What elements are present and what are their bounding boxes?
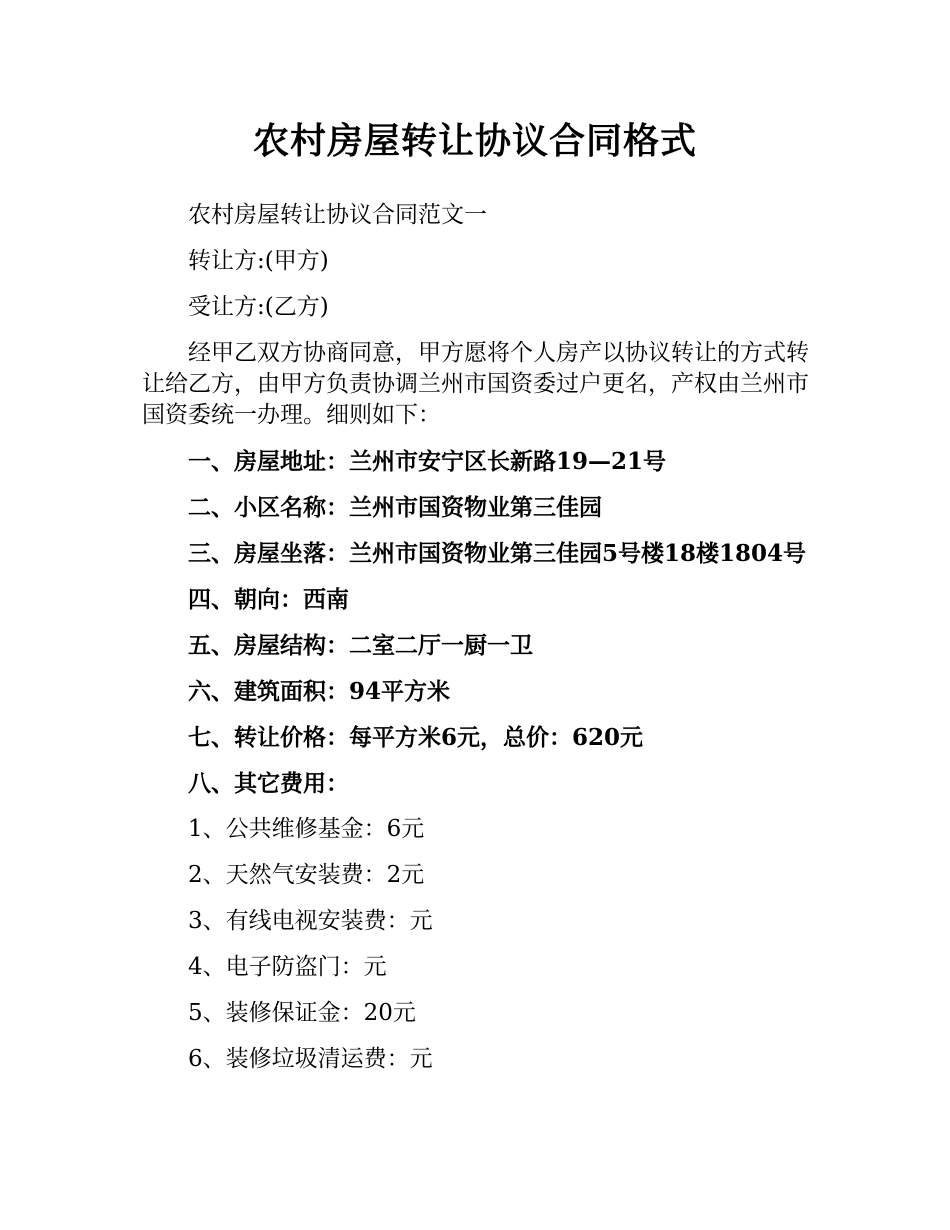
clause-house-address: 一、房屋地址：兰州市安宁区长新路19—21号 [188, 448, 667, 475]
clause-house-structure: 五、房屋结构：二室二厅一厨一卫 [188, 632, 533, 659]
clause-floor-area: 六、建筑面积：94平方米 [188, 678, 451, 705]
paragraph-transferor: 转让方:(甲方) [188, 248, 329, 274]
fee-item-waste-removal: 6、装修垃圾清运费：元 [188, 1046, 433, 1072]
paragraph-agreement-intro: 经甲乙双方协商同意，甲方愿将个人房产以协议转让的方式转让给乙方，由甲方负责协调兰州市国资委过户更名，产权由兰州市国资委统一办理。细则如下： [142, 340, 809, 428]
document-body [142, 200, 812, 1090]
paragraph-contract-sample-heading: 农村房屋转让协议合同范文一 [188, 202, 487, 228]
fee-item-decoration-deposit: 5、装修保证金：20元 [188, 1000, 416, 1026]
paragraph-transferee: 受让方:(乙方) [188, 294, 329, 320]
fee-item-maintenance-fund: 1、公共维修基金：6元 [188, 816, 425, 842]
clause-house-location: 三、房屋坐落：兰州市国资物业第三佳园5号楼18楼1804号 [188, 540, 807, 567]
fee-item-cable-tv: 3、有线电视安装费：元 [188, 908, 433, 934]
fee-item-security-door: 4、电子防盗门：元 [188, 954, 387, 980]
clause-transfer-price: 七、转让价格：每平方米6元，总价：620元 [188, 724, 644, 751]
fee-item-gas-installation: 2、天然气安装费：2元 [188, 862, 425, 888]
clause-other-fees: 八、其它费用： [188, 770, 349, 797]
clause-community-name: 二、小区名称：兰州市国资物业第三佳园 [188, 494, 602, 521]
document-title: 农村房屋转让协议合同格式 [252, 121, 697, 162]
clause-orientation: 四、朝向：西南 [188, 586, 349, 613]
